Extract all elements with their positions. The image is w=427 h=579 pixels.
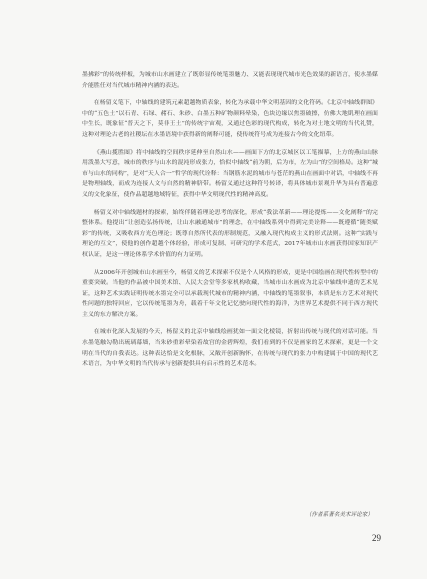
paragraph: 墨拂彩”的传统样板，为城市山水画建立了既彰显传统笔墨魅力、又能表现现代城市光色效果的新语言，使水墨媒介能胜任对当代城市精神内涵的表达。 xyxy=(82,72,378,89)
paragraph: 从2006年开创城市山水画至今，杨留义的艺术探索不仅是个人风格的形成，更是中国绘画在现代性转型中的重要突破。当他的作品被中国美术馆、人民大会堂等多家机构收藏，当城市山水画成为北京中轴线申遗的艺术见证，这种艺术实践证明传统水墨完全可以承载现代城市的精神内涵，中轴线的笔墨叙事，本质是东方艺术对现代性问题的独特回应，它以传统笔墨为舟，载着千年文化记忆驶向现代性的海洋，为世界艺术提供不同于西方现代主义的东方解决方案。 xyxy=(82,269,378,318)
author-note: （作者系著名美术评论家） xyxy=(305,512,373,518)
paragraph: 在城市化深入发展的今天，杨留义的北京中轴线绘画犹如一面文化棱镜，折射出传统与现代的对话可能。当水墨笔触勾勒出琉璃幕墙，当朱砂重彩晕染着故宫的金碧辉煌，我们看到的不仅是画家的艺术探索，更是一个文明在当代的自我表达。这种表达恰是文化根脉，又敞开创新胸怀，在传统与现代的张力中构建属于中国的现代艺术语言，为中华文明的当代传承与创新提供具有启示性的艺术范本。 xyxy=(82,329,378,368)
paragraph: 在杨留义笔下，中轴线的建筑元素超越物质表象，转化为承载中华文明基因的文化符码。《北京中轴线群图》中的“五色土”以石青、石绿、赭石、朱砂、白墨五种矿物颜料晕染，色块边缘以焦墨破擦，仿佛大地肌理在画面中生长，既象征“普天之下，莫非王土”的传统宇宙观，又通过色彩的现代构成，转化为对土地文明的当代礼赞，这种对理论古老的社稷坛在水墨语境中获得新的阐释可能，使传统符号成为连接古今的文化纽带。 xyxy=(82,100,378,138)
paragraph: 杨留义对中轴线题材的探索，始终伴随着理论思考的深化，形成“我法革新——理论提炼——文化阐释”的完整体系。他提出“让创造弘扬传统，让山水融通城市”的理念，在中轴线系列中得到完美诠释——既遵循“随类赋彩”的传统，又吸收西方光色理论；既尊自然所代表的形制规范，又融入现代构成主义的形式法则。这种“实践与理论的互文”，使他的创作超越个体经验，形成可复制、可研究的学术范式，2017年城市山水画获得国家知识产权认证，是这一理论体系学术价值的有力证明。 xyxy=(82,209,378,258)
article-body xyxy=(82,70,378,377)
paragraph: 《燕山揽胜图》将中轴线的空间秩序延伸至自然山水——画面下方的北京城区以工笔描摹，上方的燕山山脉用泼墨大写意，城市的秩序与山水的混沌形成张力，恰似中轴线“前为朝，后为市，左为山”的空间格局。这种“城市与山水的同构”，是对“天人合一”哲学的现代诠释：当钢筋水泥的城市与苍茫的燕山在画面中对话，中轴线不再是物理轴线，而成为连接人文与自然的精神脐带。杨留义通过这种符号转译，将具体城市景观升华为具有普遍意义的文化象征，使作品超越地域特征，获得中华文明现代性的精神高度。 xyxy=(82,149,378,198)
page-number: 29 xyxy=(372,533,381,543)
